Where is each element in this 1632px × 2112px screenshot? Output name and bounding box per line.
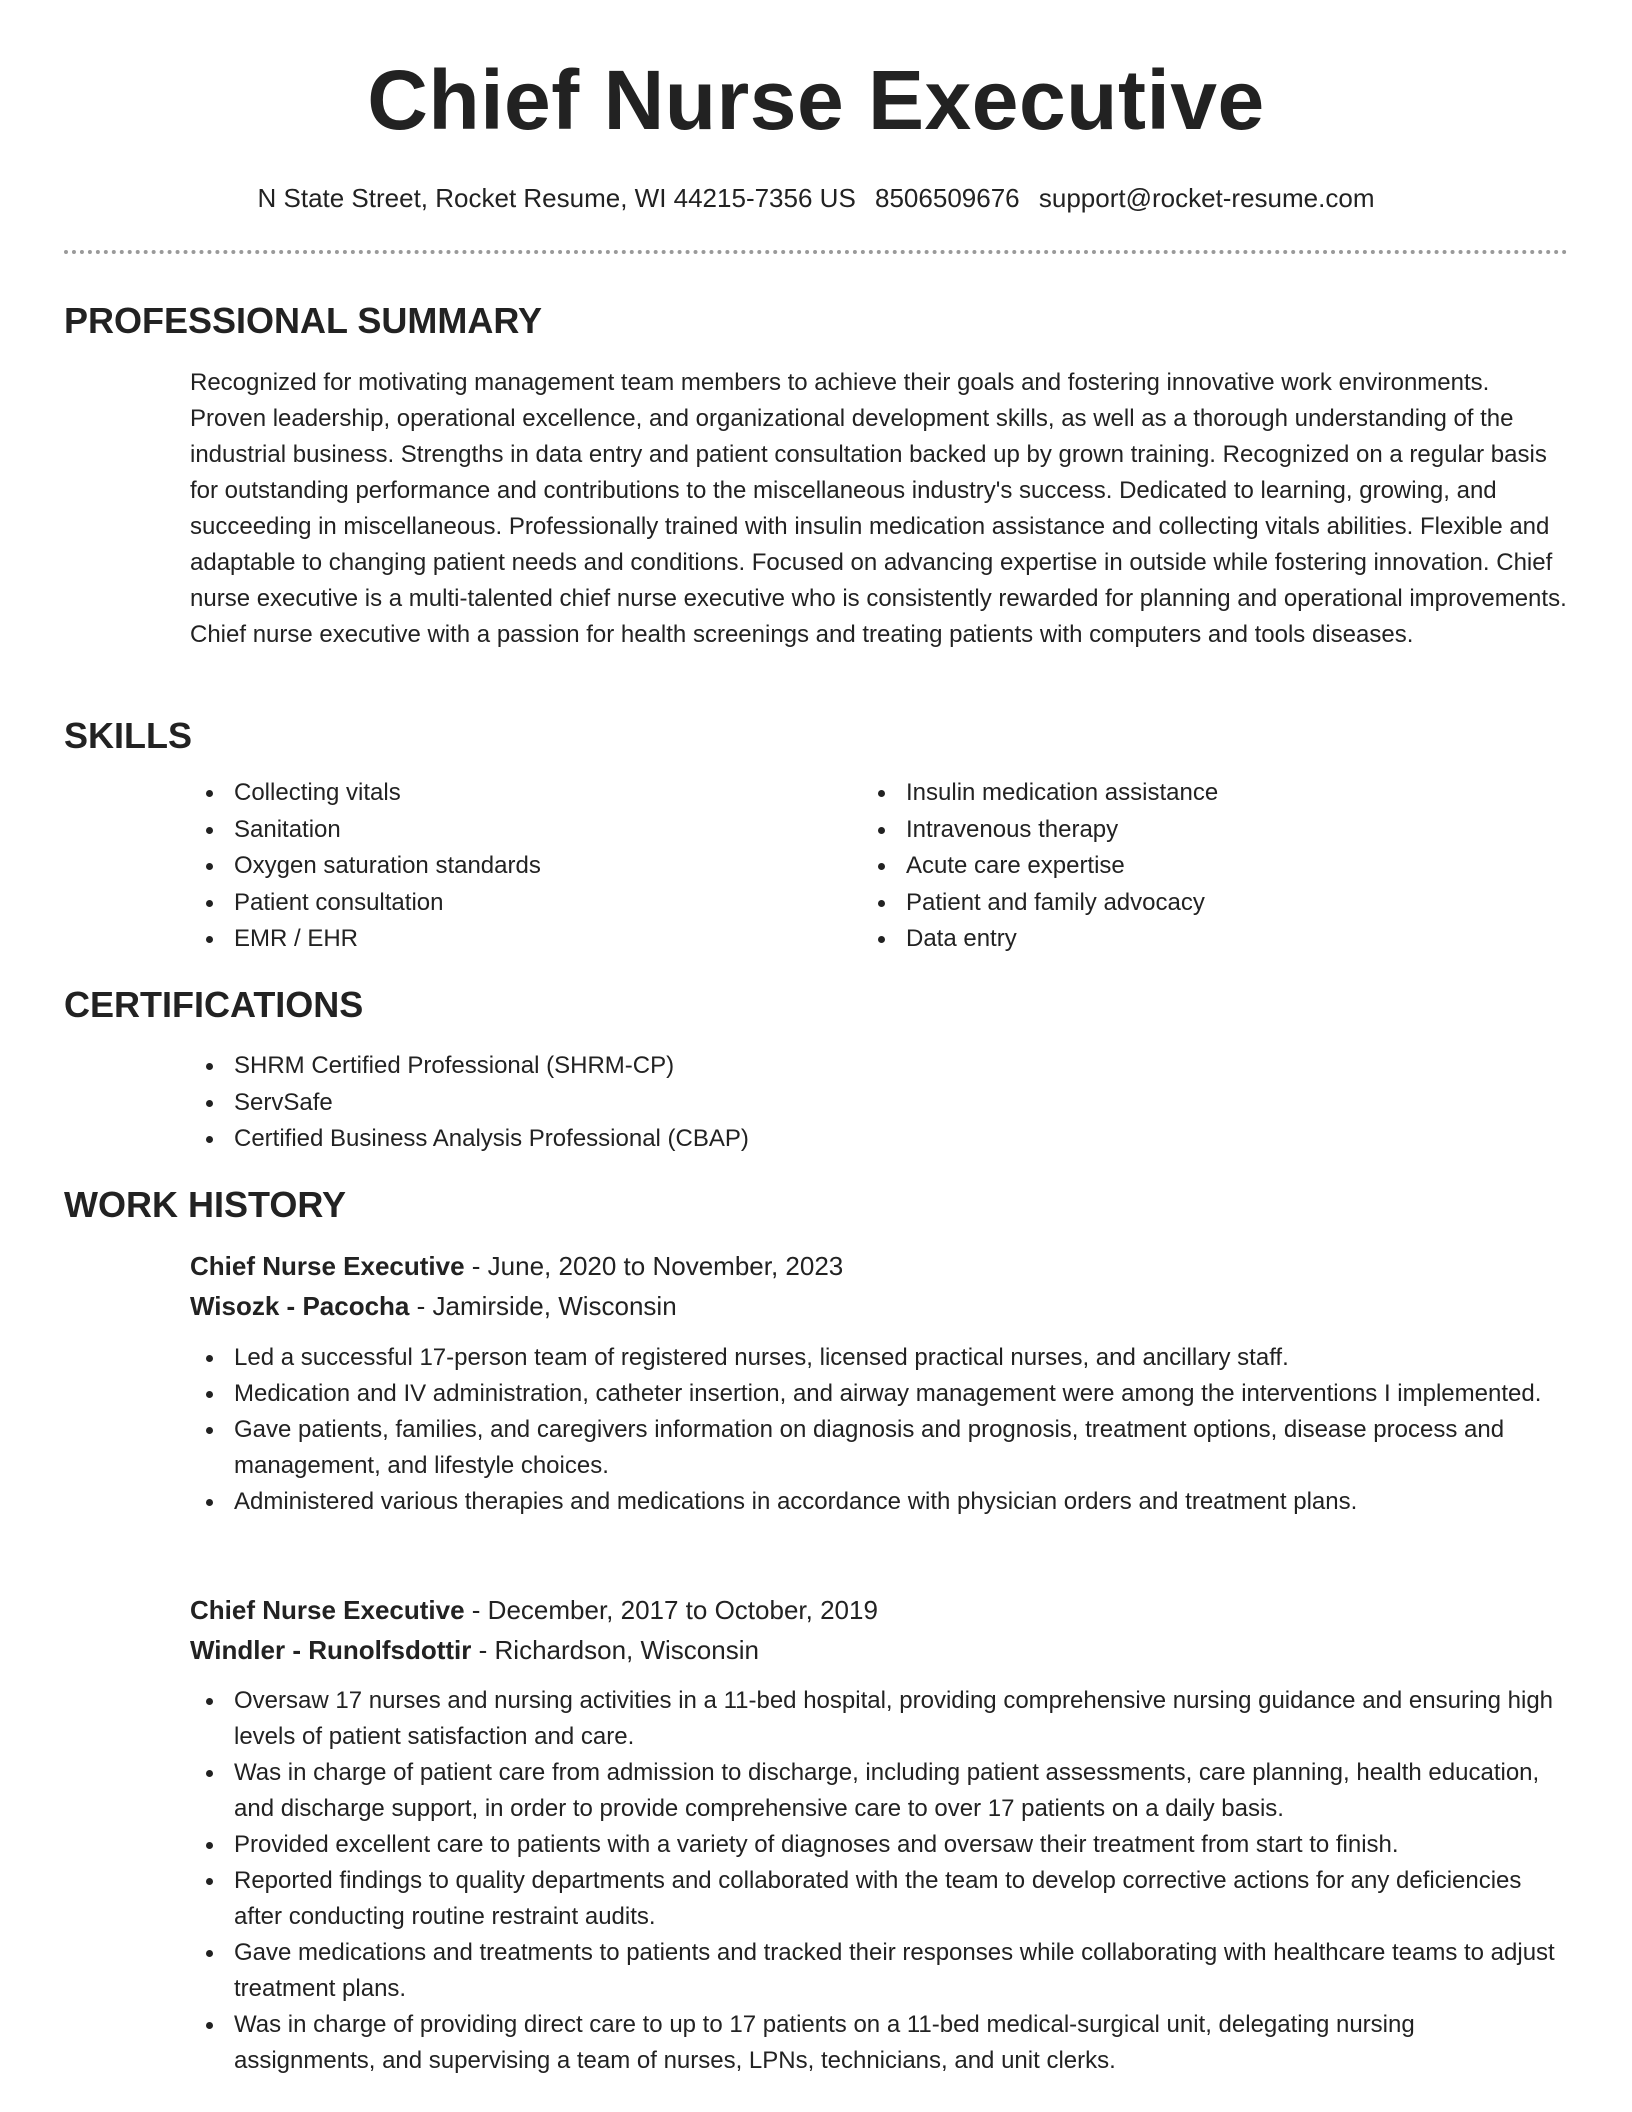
job-title-line (190, 1248, 843, 1284)
skill-item: Sanitation (190, 812, 830, 849)
job-company-line (190, 1632, 759, 1668)
summary-text: Recognized for motivating management team members to achieve their goals and fostering innovative work environments. Proven leadership, operational excellence, and organizational development skills, as well as a thorough understanding of the industrial business. Strengths in data entry and patient consultation backed up by grown training. Recognized on a regular basis for outstanding performance and contributions to the miscellaneous industry's success. Dedicated to learning, growing, and succeeding in miscellaneous. Professionally trained with insulin medication assistance and collecting vitals abilities. Flexible and adaptable to changing patient needs and conditions. Focused on advancing expertise in outside while fostering innovation. Chief nurse executive is a multi-talented chief nurse executive who is consistently rewarded for planning and operational improvements. Chief nurse executive with a passion for health screenings and treating patients with computers and tools diseases. (190, 369, 1567, 648)
job-bullet: Reported findings to quality departments and collaborated with the team to develop corrective actions for any deficiencies after conducting routine restraint audits. (190, 1863, 1560, 1935)
skill-item: Insulin medication assistance (862, 775, 1502, 812)
work-history-heading: WORK HISTORY (64, 1184, 347, 1225)
contact-email: support@rocket-resume.com (1038, 183, 1375, 213)
summary-heading: PROFESSIONAL SUMMARY (64, 300, 543, 341)
job-role: Chief Nurse Executive (190, 1251, 465, 1281)
job-company-line (190, 1288, 677, 1324)
skill-item: EMR / EHR (190, 921, 830, 958)
job-bullets (190, 1683, 1560, 2079)
certifications-heading: CERTIFICATIONS (64, 984, 364, 1025)
job-location: - Richardson, Wisconsin (471, 1635, 759, 1665)
skill-item: Patient consultation (190, 885, 830, 922)
job-bullet: Was in charge of providing direct care to up to 17 patients on a 11-bed medical-surgical unit, delegating nursing assignments, and supervising a team of nurses, LPNs, technicians, and unit clerks. (190, 2007, 1560, 2079)
job-bullet: Gave patients, families, and caregivers information on diagnosis and prognosis, treatment options, disease process and management, and lifestyle choices. (190, 1412, 1560, 1484)
certification-item: ServSafe (190, 1085, 1190, 1122)
skill-item: Oxygen saturation standards (190, 848, 830, 885)
job-title-line (190, 1592, 878, 1628)
job-bullet: Was in charge of patient care from admission to discharge, including patient assessments, care planning, health education, and discharge support, in order to provide comprehensive care to over 17 patients on a daily basis. (190, 1755, 1560, 1827)
job-bullet: Administered various therapies and medications in accordance with physician orders and treatment plans. (190, 1484, 1560, 1520)
skills-heading: SKILLS (64, 715, 193, 756)
job-company: Wisozk - Pacocha (190, 1291, 410, 1321)
certifications-list (190, 1048, 1190, 1158)
job-bullet: Oversaw 17 nurses and nursing activities in a 11-bed hospital, providing comprehensive nursing guidance and ensuring high levels of patient satisfaction and care. (190, 1683, 1560, 1755)
resume-name: Chief Nurse Executive (367, 53, 1265, 147)
header-divider (64, 250, 1568, 254)
job-bullet: Gave medications and treatments to patients and tracked their responses while collaborating with healthcare teams to adjust treatment plans. (190, 1935, 1560, 2007)
skill-item: Collecting vitals (190, 775, 830, 812)
job-bullets (190, 1340, 1560, 1520)
skill-item: Data entry (862, 921, 1502, 958)
skill-item: Patient and family advocacy (862, 885, 1502, 922)
skill-item: Intravenous therapy (862, 812, 1502, 849)
job-dates: - June, 2020 to November, 2023 (464, 1251, 844, 1281)
job-location: - Jamirside, Wisconsin (409, 1291, 677, 1321)
certification-item: Certified Business Analysis Professional (CBAP) (190, 1121, 1190, 1158)
contact-line (0, 182, 1632, 214)
job-bullet: Led a successful 17-person team of registered nurses, licensed practical nurses, and ancillary staff. (190, 1340, 1560, 1376)
certification-item: SHRM Certified Professional (SHRM-CP) (190, 1048, 1190, 1085)
skills-list-right (862, 775, 1502, 958)
job-bullet: Medication and IV administration, catheter insertion, and airway management were among the interventions I implemented. (190, 1376, 1560, 1412)
job-bullet: Provided excellent care to patients with a variety of diagnoses and oversaw their treatment from start to finish. (190, 1827, 1560, 1863)
contact-phone: 8506509676 (875, 183, 1020, 213)
skill-item: Acute care expertise (862, 848, 1502, 885)
job-company: Windler - Runolfsdottir (190, 1635, 472, 1665)
contact-address: N State Street, Rocket Resume, WI 44215-7356 US (257, 183, 856, 213)
job-role: Chief Nurse Executive (190, 1595, 465, 1625)
job-dates: - December, 2017 to October, 2019 (464, 1595, 878, 1625)
skills-list-left (190, 775, 830, 958)
